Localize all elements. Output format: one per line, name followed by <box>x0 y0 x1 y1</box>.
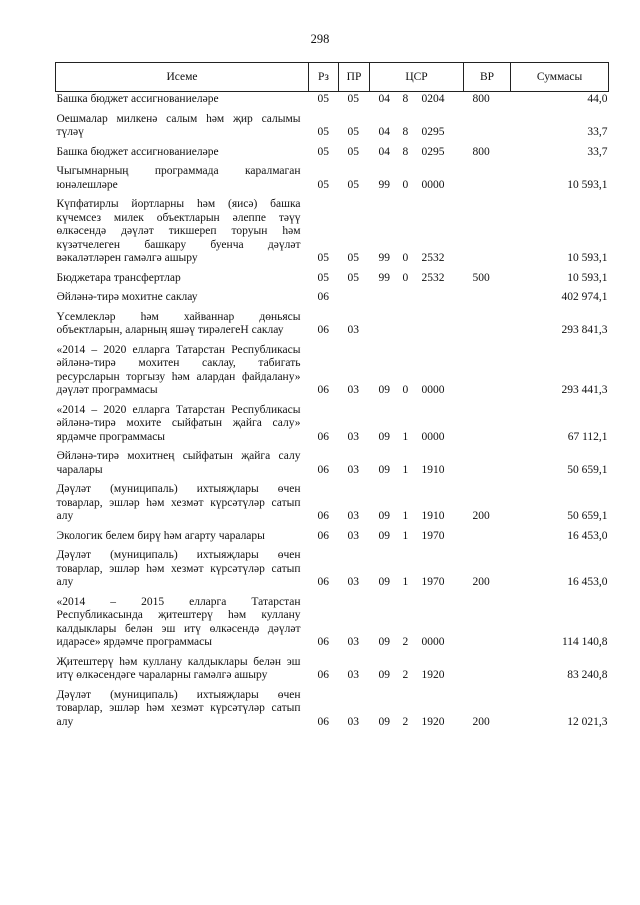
cell-name: Дәүләт (муниципаль) ихтыяҗлары өчен товарлар, эшләр һәм хезмәт күрсәтүләр сатып алу <box>56 688 301 728</box>
cell-amount: 50 659,1 <box>567 463 608 476</box>
cell-rz: 06 <box>317 669 329 681</box>
cell-amount: 10 593,1 <box>567 178 608 191</box>
cell-vr <box>464 652 511 685</box>
cell-vr <box>464 194 511 268</box>
cell-csr-direction <box>418 287 464 307</box>
cell-csr-program: 09 <box>378 669 390 681</box>
cell-csr-subprogram: 8 <box>402 93 409 105</box>
cell-vr <box>464 400 511 447</box>
cell-rz: 06 <box>317 576 329 588</box>
table-row <box>56 287 609 307</box>
cell-csr-program: 99 <box>378 252 390 264</box>
cell-name: Үсемлекләр һәм хайваннар дөньясы объектларын, аларның яшәү тирәлегеН саклау <box>56 310 301 336</box>
cell-csr-direction: 2532 <box>421 252 445 264</box>
cell-vr <box>464 446 511 479</box>
cell-name: Оешмалар милкенә салым һәм җир салымы түләү <box>56 112 301 138</box>
header-name: Исеме <box>56 63 309 92</box>
table-row <box>56 592 609 652</box>
cell-csr-direction: 0000 <box>421 636 445 648</box>
cell-amount: 114 140,8 <box>561 636 608 648</box>
cell-csr-subprogram: 8 <box>402 145 409 158</box>
cell-pr: 05 <box>347 252 359 264</box>
cell-csr-program: 99 <box>378 271 390 284</box>
cell-csr-subprogram <box>401 307 418 340</box>
cell-pr: 03 <box>347 463 359 476</box>
cell-amount: 10 593,1 <box>567 252 608 264</box>
budget-table <box>55 62 609 731</box>
cell-vr: 200 <box>472 576 490 588</box>
cell-amount: 16 453,0 <box>567 529 608 542</box>
table-row <box>56 340 609 400</box>
cell-vr <box>464 592 511 652</box>
cell-csr-program: 09 <box>378 463 390 476</box>
table-body <box>56 92 609 732</box>
cell-name: Әйләнә-тирә мохитне саклау <box>56 291 198 303</box>
cell-csr-program: 09 <box>378 384 390 396</box>
cell-csr-subprogram: 2 <box>402 669 409 681</box>
cell-csr-program: 04 <box>378 126 390 138</box>
table-row <box>56 479 609 526</box>
cell-csr-subprogram: 1 <box>402 510 409 522</box>
cell-csr-program: 04 <box>378 93 390 105</box>
cell-csr-direction: 1970 <box>421 529 445 542</box>
cell-rz: 05 <box>317 271 329 284</box>
cell-name: Бюджетара трансфертлар <box>56 271 181 284</box>
cell-rz: 06 <box>317 291 329 303</box>
table-row <box>56 685 609 732</box>
cell-pr: 03 <box>347 430 359 443</box>
table-row <box>56 109 609 142</box>
cell-rz: 06 <box>317 715 329 728</box>
cell-csr-direction: 1910 <box>421 510 445 522</box>
table-row <box>56 307 609 340</box>
cell-amount: 67 112,1 <box>567 430 608 443</box>
header-pr: ПР <box>339 63 370 92</box>
cell-pr: 03 <box>347 510 359 522</box>
cell-amount: 293 441,3 <box>561 384 608 396</box>
cell-csr-subprogram: 1 <box>402 529 409 542</box>
cell-name: «2014 – 2015 елларга Татарстан Республикасында җитештерү һәм куллану калдыклары белән эш итү өлкәсендә дәүләт идарәсе» ярдәмче программасы <box>56 595 301 648</box>
cell-pr: 03 <box>347 576 359 588</box>
cell-vr: 800 <box>472 93 490 105</box>
cell-rz: 06 <box>317 324 329 336</box>
cell-vr: 200 <box>472 715 490 728</box>
cell-csr-program: 09 <box>378 430 390 443</box>
cell-name: Дәүләт (муниципаль) ихтыяҗлары өчен товарлар, эшләр һәм хезмәт күрсәтүләр сатып алу <box>56 549 301 588</box>
cell-name: Экологик белем бирү һәм агарту чаралары <box>56 529 265 542</box>
cell-csr-direction: 0295 <box>421 126 445 138</box>
cell-name: Чыгымнарның программада каралмаган юнәлешләре <box>56 165 301 191</box>
cell-amount: 50 659,1 <box>567 510 608 522</box>
cell-name: Әйләнә-тирә мохитнең сыйфатын җайга салу чаралары <box>56 450 301 476</box>
cell-rz: 06 <box>317 384 329 396</box>
cell-vr <box>464 526 511 546</box>
table-row <box>56 161 609 194</box>
cell-csr-program: 09 <box>378 715 390 728</box>
cell-vr: 200 <box>472 510 490 522</box>
table-row <box>56 194 609 268</box>
cell-csr-program: 99 <box>378 178 390 191</box>
table-row <box>56 142 609 162</box>
cell-csr-program: 09 <box>378 636 390 648</box>
cell-rz: 05 <box>317 252 329 264</box>
cell-csr-program: 04 <box>378 145 390 158</box>
cell-vr: 500 <box>472 271 490 284</box>
cell-rz: 05 <box>317 178 329 191</box>
cell-pr: 03 <box>347 324 359 336</box>
cell-csr-subprogram: 0 <box>402 252 409 264</box>
cell-pr: 05 <box>347 271 359 284</box>
header-csr: ЦСР <box>370 63 464 92</box>
cell-amount: 402 974,1 <box>561 291 608 303</box>
cell-amount: 83 240,8 <box>567 669 608 681</box>
page-number: 298 <box>310 32 330 46</box>
cell-pr: 03 <box>347 715 359 728</box>
cell-csr-subprogram: 2 <box>402 636 409 648</box>
cell-csr-direction: 0204 <box>421 93 445 105</box>
cell-name: Башка бюджет ассигнованиеләре <box>56 145 219 158</box>
cell-amount: 16 453,0 <box>567 576 608 588</box>
cell-name: «2014 – 2020 елларга Татарстан Республикасы әйләнә-тирә мохите сыйфатын җайга салу» ярдәмче программасы <box>56 403 301 443</box>
cell-amount: 44,0 <box>587 93 608 105</box>
cell-amount: 33,7 <box>587 126 608 138</box>
cell-csr-program: 09 <box>378 576 390 588</box>
cell-name: Дәүләт (муниципаль) ихтыяҗлары өчен товарлар, эшләр һәм хезмәт күрсәтүләр сатып алу <box>56 483 301 522</box>
cell-pr <box>339 287 370 307</box>
cell-rz: 05 <box>317 145 329 158</box>
table-row <box>56 545 609 592</box>
cell-csr-subprogram: 1 <box>402 463 409 476</box>
cell-vr: 800 <box>472 145 490 158</box>
cell-vr <box>464 161 511 194</box>
cell-pr: 03 <box>347 529 359 542</box>
cell-amount: 293 841,3 <box>561 324 608 336</box>
cell-csr-subprogram: 8 <box>402 126 409 138</box>
cell-csr-direction: 0000 <box>421 430 445 443</box>
cell-pr: 05 <box>347 178 359 191</box>
cell-pr: 03 <box>347 384 359 396</box>
cell-csr-direction: 1920 <box>421 669 445 681</box>
cell-csr-subprogram: 1 <box>402 576 409 588</box>
cell-csr-program <box>370 307 401 340</box>
cell-csr-program <box>370 287 401 307</box>
header-vr: ВР <box>464 63 511 92</box>
cell-rz: 06 <box>317 636 329 648</box>
table-header-row <box>56 63 609 92</box>
cell-vr <box>464 340 511 400</box>
table-row <box>56 652 609 685</box>
header-sum: Суммасы <box>511 63 609 92</box>
cell-name: «2014 – 2020 елларга Татарстан Республикасы әйләнә-тирә мохитен саклау, табигать ресурсларын торгызу һәм алардан файдалану» дәүләт программасы <box>56 343 301 396</box>
table-row <box>56 446 609 479</box>
cell-pr: 03 <box>347 636 359 648</box>
table-row <box>56 92 609 109</box>
cell-csr-subprogram: 0 <box>402 384 409 396</box>
cell-name: Җитештерү һәм куллану калдыклары белән эш итү өлкәсендәге чараларны гамәлгә ашыру <box>56 655 301 681</box>
cell-name: Күпфатирлы йортларны һәм (яисә) башка күчемсез милек объектларын әлеппе тәүү өлкәсендә дәүләт тикшереп торуын һәм күзәтчелеген башкару буенча дәүләт вәкаләтләрен гамәлгә ашыру <box>56 198 301 264</box>
cell-vr <box>464 109 511 142</box>
cell-pr: 05 <box>347 93 359 105</box>
cell-csr-direction: 0000 <box>421 384 445 396</box>
cell-pr: 05 <box>347 145 359 158</box>
cell-vr <box>464 307 511 340</box>
cell-rz: 06 <box>317 510 329 522</box>
cell-rz: 06 <box>317 529 329 542</box>
cell-rz: 05 <box>317 93 329 105</box>
cell-csr-subprogram: 1 <box>402 430 409 443</box>
cell-csr-direction: 0000 <box>421 178 445 191</box>
cell-csr-subprogram: 0 <box>402 178 409 191</box>
cell-pr: 03 <box>347 669 359 681</box>
cell-csr-program: 09 <box>378 529 390 542</box>
cell-csr-subprogram: 0 <box>402 271 409 284</box>
cell-csr-direction: 1920 <box>421 715 445 728</box>
cell-amount: 33,7 <box>587 145 608 158</box>
cell-rz: 05 <box>317 126 329 138</box>
cell-csr-subprogram <box>401 287 418 307</box>
header-rz: Рз <box>309 63 339 92</box>
cell-rz: 06 <box>317 430 329 443</box>
table-row <box>56 526 609 546</box>
cell-amount: 10 593,1 <box>567 271 608 284</box>
cell-csr-direction: 1970 <box>421 576 445 588</box>
cell-csr-direction: 1910 <box>421 463 445 476</box>
cell-vr <box>464 287 511 307</box>
cell-name: Башка бюджет ассигнованиеләре <box>56 93 219 105</box>
cell-rz: 06 <box>317 463 329 476</box>
cell-csr-direction <box>418 307 464 340</box>
table-row <box>56 268 609 288</box>
cell-pr: 05 <box>347 126 359 138</box>
cell-csr-subprogram: 2 <box>402 715 409 728</box>
cell-csr-direction: 0295 <box>421 145 445 158</box>
cell-csr-program: 09 <box>378 510 390 522</box>
cell-csr-direction: 2532 <box>421 271 445 284</box>
table-row <box>56 400 609 447</box>
cell-amount: 12 021,3 <box>567 715 608 728</box>
